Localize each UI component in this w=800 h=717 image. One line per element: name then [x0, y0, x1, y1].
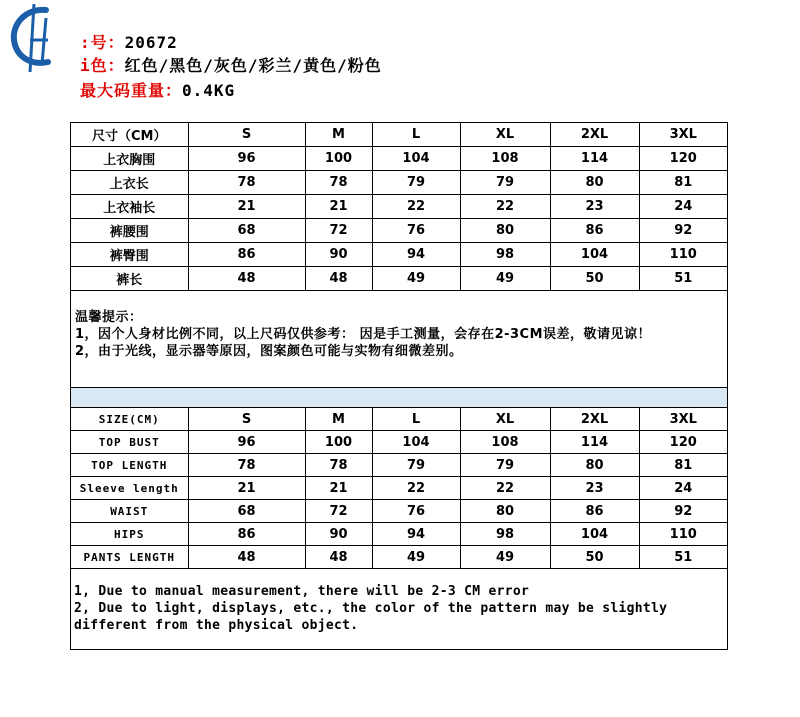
cn-row-label: 裤臀围 [71, 243, 188, 267]
en-table-row [71, 500, 727, 523]
en-table-row [71, 546, 727, 569]
en-value-cell: 22 [372, 477, 460, 500]
en-value-cell: 48 [188, 546, 305, 569]
cn-header-cell: L [372, 123, 460, 147]
cn-value-cell: 120 [639, 147, 727, 171]
en-value-cell: 50 [550, 546, 639, 569]
cn-row-label: 裤长 [71, 267, 188, 291]
cn-value-cell: 110 [639, 243, 727, 267]
cn-value-cell: 50 [550, 267, 639, 291]
en-header-cell: 2XL [550, 408, 639, 431]
cn-value-cell: 48 [305, 267, 372, 291]
cn-value-cell: 96 [188, 147, 305, 171]
cn-value-cell: 22 [460, 195, 550, 219]
en-value-cell: 104 [372, 431, 460, 454]
en-value-cell: 22 [460, 477, 550, 500]
en-value-cell: 120 [639, 431, 727, 454]
color-options [80, 53, 382, 76]
en-row-label: Sleeve length [71, 477, 188, 500]
en-tips-line-2: 2, Due to light, displays, etc., the color of the pattern may be slightly different from the physical object. [74, 601, 668, 633]
en-header-cell: 3XL [639, 408, 727, 431]
cn-table-row [71, 147, 727, 171]
cn-value-cell: 86 [188, 243, 305, 267]
en-value-cell: 49 [460, 546, 550, 569]
cn-value-cell: 78 [188, 171, 305, 195]
cn-tips-title: 温馨提示： [75, 310, 143, 325]
cn-header-cell: 尺寸（CM） [71, 123, 188, 147]
cn-value-cell: 100 [305, 147, 372, 171]
cn-value-cell: 72 [305, 219, 372, 243]
en-value-cell: 104 [550, 523, 639, 546]
cn-value-cell: 104 [372, 147, 460, 171]
cn-row-label: 上衣长 [71, 171, 188, 195]
cn-row-label: 裤腰围 [71, 219, 188, 243]
en-value-cell: 79 [372, 454, 460, 477]
cn-value-cell: 92 [639, 219, 727, 243]
cn-header-cell: 2XL [550, 123, 639, 147]
cn-header-cell: XL [460, 123, 550, 147]
cn-value-cell: 78 [305, 171, 372, 195]
en-tips-line-1: 1, Due to manual measurement, there will be 2-3 CM error [74, 584, 530, 599]
cn-value-cell: 49 [460, 267, 550, 291]
en-value-cell: 86 [188, 523, 305, 546]
en-header-cell: XL [460, 408, 550, 431]
en-table-row [71, 477, 727, 500]
section-divider-band [71, 387, 727, 408]
cn-table-row [71, 219, 727, 243]
en-value-cell: 98 [460, 523, 550, 546]
en-value-cell: 48 [305, 546, 372, 569]
en-row-label: WAIST [71, 500, 188, 523]
cn-tips [75, 309, 725, 360]
cn-value-cell: 48 [188, 267, 305, 291]
en-row-label: HIPS [71, 523, 188, 546]
cn-value-cell: 24 [639, 195, 727, 219]
en-value-cell: 78 [188, 454, 305, 477]
en-header-row [71, 408, 727, 431]
cn-value-cell: 23 [550, 195, 639, 219]
cn-value-cell: 80 [460, 219, 550, 243]
max-weight [80, 78, 235, 101]
en-value-cell: 90 [305, 523, 372, 546]
item-number [80, 30, 178, 53]
en-value-cell: 79 [460, 454, 550, 477]
en-value-cell: 110 [639, 523, 727, 546]
cn-value-cell: 94 [372, 243, 460, 267]
en-value-cell: 68 [188, 500, 305, 523]
cn-value-cell: 49 [372, 267, 460, 291]
en-value-cell: 96 [188, 431, 305, 454]
en-table-row [71, 454, 727, 477]
en-header-cell: L [372, 408, 460, 431]
en-value-cell: 92 [639, 500, 727, 523]
cn-value-cell: 104 [550, 243, 639, 267]
color-value: 红色/黑色/灰色/彩兰/黄色/粉色 [124, 56, 382, 75]
en-tips [74, 583, 726, 634]
en-value-cell: 78 [305, 454, 372, 477]
cn-tips-line-1: 1，因个人身材比例不同，以上尺码仅供参考： 因是手工测量，会存在2-3CM误差，敬请见谅！ [75, 327, 652, 342]
item-number-value: 20672 [124, 33, 178, 52]
cn-header-cell: S [188, 123, 305, 147]
cn-value-cell: 80 [550, 171, 639, 195]
en-table-row [71, 431, 727, 454]
en-header-cell: M [305, 408, 372, 431]
en-header-cell: S [188, 408, 305, 431]
en-value-cell: 21 [188, 477, 305, 500]
cn-value-cell: 86 [550, 219, 639, 243]
en-row-label: TOP BUST [71, 431, 188, 454]
en-value-cell: 81 [639, 454, 727, 477]
weight-value: 0.4KG [182, 81, 236, 100]
cn-value-cell: 21 [305, 195, 372, 219]
en-value-cell: 21 [305, 477, 372, 500]
cn-header-row [71, 123, 727, 147]
cn-size-table [71, 123, 727, 291]
cn-value-cell: 51 [639, 267, 727, 291]
en-value-cell: 108 [460, 431, 550, 454]
cn-value-cell: 81 [639, 171, 727, 195]
item-number-label: :号： [80, 33, 125, 52]
size-chart-frame [70, 122, 728, 650]
en-size-table [71, 407, 727, 569]
en-value-cell: 49 [372, 546, 460, 569]
brand-logo-icon [8, 4, 64, 72]
en-value-cell: 24 [639, 477, 727, 500]
cn-value-cell: 76 [372, 219, 460, 243]
weight-label: 最大码重量： [80, 81, 183, 100]
cn-value-cell: 22 [372, 195, 460, 219]
en-value-cell: 51 [639, 546, 727, 569]
cn-value-cell: 79 [372, 171, 460, 195]
en-value-cell: 23 [550, 477, 639, 500]
cn-table-row [71, 171, 727, 195]
en-value-cell: 80 [550, 454, 639, 477]
cn-table-row [71, 243, 727, 267]
en-table-row [71, 523, 727, 546]
en-header-cell: SIZE(CM) [71, 408, 188, 431]
color-label: i色： [80, 56, 125, 75]
cn-header-cell: 3XL [639, 123, 727, 147]
cn-row-label: 上衣袖长 [71, 195, 188, 219]
cn-value-cell: 68 [188, 219, 305, 243]
en-value-cell: 76 [372, 500, 460, 523]
en-value-cell: 100 [305, 431, 372, 454]
cn-value-cell: 114 [550, 147, 639, 171]
en-value-cell: 114 [550, 431, 639, 454]
en-value-cell: 80 [460, 500, 550, 523]
cn-tips-line-2: 2，由于光线，显示器等原因，图案颜色可能与实物有细微差别。 [75, 344, 463, 359]
cn-value-cell: 90 [305, 243, 372, 267]
cn-table-row [71, 195, 727, 219]
en-row-label: TOP LENGTH [71, 454, 188, 477]
cn-value-cell: 21 [188, 195, 305, 219]
cn-table-row [71, 267, 727, 291]
en-value-cell: 94 [372, 523, 460, 546]
cn-value-cell: 79 [460, 171, 550, 195]
en-row-label: PANTS LENGTH [71, 546, 188, 569]
en-value-cell: 86 [550, 500, 639, 523]
cn-value-cell: 108 [460, 147, 550, 171]
cn-value-cell: 98 [460, 243, 550, 267]
cn-row-label: 上衣胸围 [71, 147, 188, 171]
en-value-cell: 72 [305, 500, 372, 523]
cn-header-cell: M [305, 123, 372, 147]
